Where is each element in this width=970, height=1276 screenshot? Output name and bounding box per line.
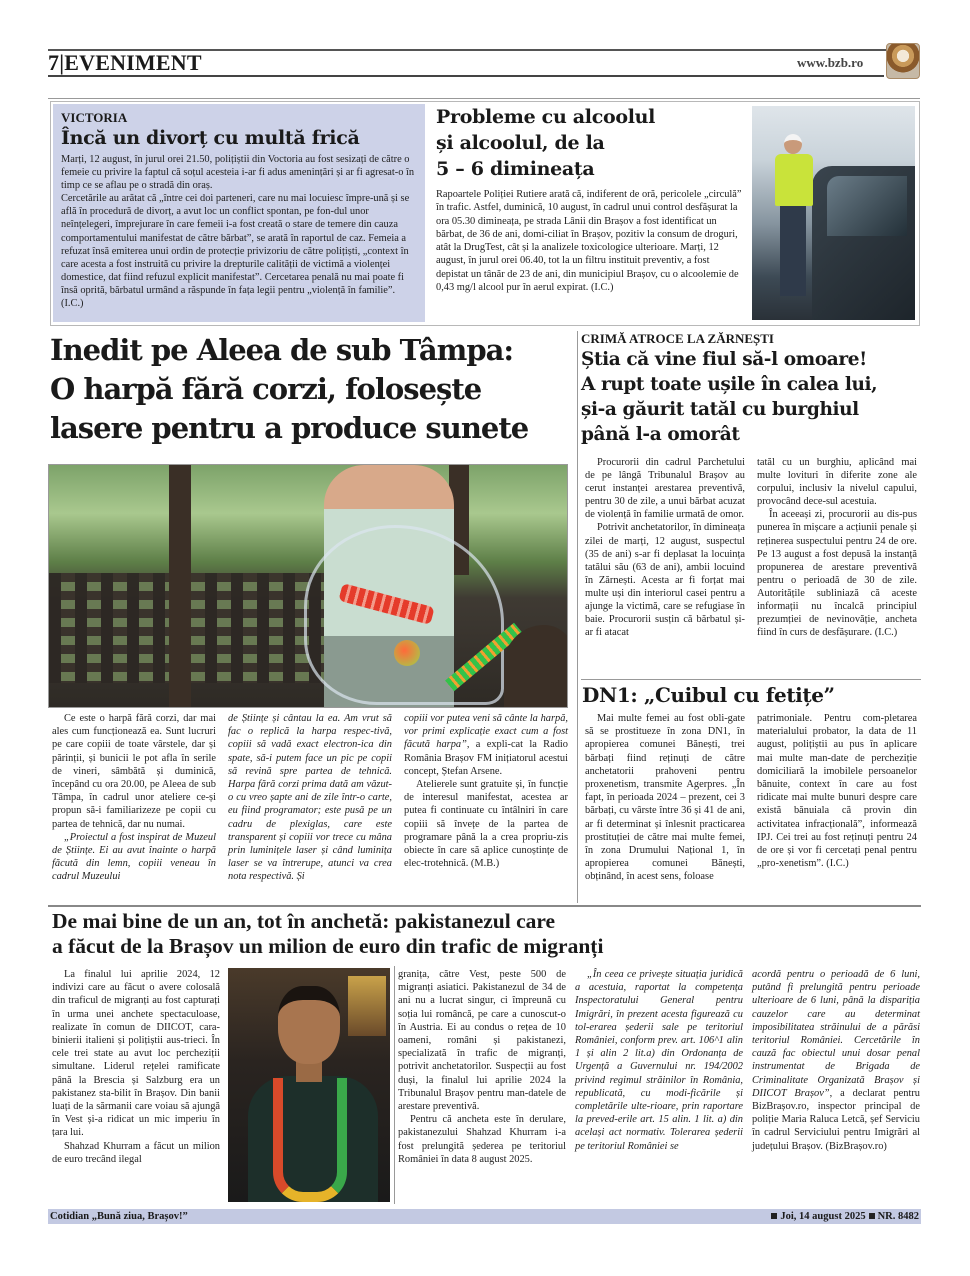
square-bullet-icon: [869, 1213, 875, 1219]
quote-text: de Științe și cântau la ea. Am vrut să fac o replică la harpa respec-tivă, copiii să vadă exact electron-ica din spate, să-i putem face un pic pe copii să revină spre partea de tehnică. Harpa fără corzi prima dată am văzut-o cu vreo șapte ani de zile într-o carte, eu fiind programator; este pusă pe un cadru de plexiglas, care este transparent și copiii vor trece cu mâna prin luminițele laser și când luminița laser se va întrerupe, atunci va crea nota respectivă. Și: [228, 713, 392, 883]
title-line: și-a găurit tatăl cu burghiul: [581, 399, 859, 420]
harp-article-columns: [52, 712, 572, 902]
column-divider: [577, 331, 578, 903]
title-line: Știa că vine fiul să-l omoare!: [581, 349, 867, 370]
article-paragraph: Mai multe femei au fost obli-gate să se prostitueze în zona DN1, în apropierea comunei Bănești, trei bărbați fiind reținuți de către anchetatorii prahoveni pentru proxenetism, transmite Agerpres. „În fapt, în perioada 2024 – prezent, cei 3 bărbați, cu vârste între 36 și 41 de ani, ar fi determinat și înlesnit practicarea prostituției de către mai multe femei, în zona Drumului Național 1, în apropierea comunei Bănești, obținând, în acest sens, foloase: [585, 713, 745, 883]
text-column: [575, 968, 743, 1153]
text-column: [757, 712, 917, 870]
article-crime: [581, 331, 919, 447]
article-title-migrant: [52, 909, 922, 959]
officer-legs: [780, 206, 806, 296]
text-column: [585, 712, 745, 884]
article-paragraph: Ce este o harpă fără corzi, dar mai ales cum funcționează ea. Sunt lucruri pe care copiii de toate vârstele, dar și părinții, și bunicii le pot afla în serile de vineri, sâmbătă și duminică, începând cu ora 20.00, pe Aleea de sub Tâmpa, în cadrul unor ateliere ce-și propun să-i familiarizeze pe copii cu partea de tehnică, dar nu numai.: [52, 713, 216, 830]
title-line: A rupt toate ușile în calea lui,: [581, 374, 878, 395]
article-paragraph: Atelierele sunt gratuite și, în funcție de interesul manifestat, acestea ar putea fi continuate cu întâlniri în care copiii să învețe de la partea de programare până la a crea propriu-zis obiecte în care să aplice cunoștințe de elec-trotehnică. (M.B.): [404, 779, 568, 870]
divider: [48, 98, 920, 99]
title-line: Probleme cu alcoolul: [436, 106, 656, 128]
face-shape: [278, 986, 340, 1064]
article-kicker: VICTORIA: [61, 110, 128, 125]
text-column: [404, 712, 568, 870]
text-column: [52, 712, 216, 884]
article-paragraph: La finalul lui aprilie 2024, 12 indivizi care au făcut o avere colosală din traficul de migranți au fost capturați în urma unei anchete spectaculoase, realizate în comun de DIICOT, cara-binierii italieni și polițiștii aus-trieci. În cele trei state au avut loc percheziții simultane. Liderul rețelei ramificate până la Brescia și Salzburg era un pakistanez sta-bilit în Brașov. Din banii luați de la sărmanii care voiau să ajungă în Vest și-a ridicat un mic imperiu în țara lui.: [52, 969, 220, 1139]
page-number: 7: [48, 50, 60, 75]
title-line: și alcoolul, de la: [436, 132, 605, 154]
article-body: [61, 153, 417, 310]
article-paragraph: tatăl cu un burghiu, aplicând mai multe lovituri în diferite zone ale corpului, inclusiv la nivelul capului, provocând dece-sul acestuia.: [757, 457, 917, 508]
text-column: [398, 968, 566, 1166]
article-victoria: [53, 104, 425, 322]
text-column: [52, 968, 220, 1166]
page-footer: [48, 1209, 921, 1224]
article-title-harp: [50, 331, 570, 448]
issue-info: [768, 1209, 919, 1224]
article-paragraph: Pentru că ancheta este în derulare, pakistanezului Shahzad Khurram i-a fost prelungită șederea pe teritoriul României în data 8 august 2025.: [398, 1114, 566, 1165]
article-kicker: CRIMĂ ATROCE LA ZĂRNEȘTI: [581, 331, 774, 346]
laser-harp-photo: [48, 464, 568, 708]
article-title-dn1: DN1: „Cuibul cu fetițe”: [582, 683, 835, 707]
article-paragraph: În aceeași zi, procurorii au dis-pus punerea în mișcare a acțiunii penale și reținerea suspectului pentru 24 de ore. Pe 13 august a fost depusă la instanță propunerea de arestare preventivă pentru o perioadă de 30 de zile. Autoritățile subliniază că aceste informații nu încalcă principiul prezumției de nevinovăție, ancheta fiind în curs de desfășurare. (I.C.): [757, 509, 917, 639]
article-paragraph: Shahzad Khurram a făcut un milion de euro trecând ilegal: [52, 1140, 220, 1165]
article-paragraph: [404, 712, 568, 778]
article-paragraph: Procurorii din cadrul Parchetului de pe lângă Tribunalul Brașov au cerut instanței arestarea preventivă, pentru 30 de zile, a unui bărbat acuzat de violență în familie urmată de omor.: [585, 457, 745, 521]
article-paragraph: Potrivit anchetatorilor, în dimineața zilei de marți, 12 august, suspectul (35 de ani) s-ar fi deplasat la locuința tatălui său (63 de ani), ambii locuind în Zărnești. Acesta ar fi forțat mai multe uși din interiorul casei pentru a ajunge la victimă, care se refugiase în baie. Procurorii susțin că bărbatul și-ar fi atacat: [585, 522, 745, 639]
page-section-header: [48, 50, 202, 76]
article-paragraph: [52, 831, 216, 884]
article-body: Rapoartele Poliției Rutiere arată că, indiferent de oră, pericolele „circulă” în trafic. Astfel, duminică, 10 august, în cadrul unui control desfășurat la ora 05.30 dimineața, pe strada Lânii din Brașov a fost identificat un bărbat, de 36 de ani, domi-ciliat în Brașov, pozitiv la consum de droguri, atât la DrugTest, cât și la analizele toxicologice ulterioare. Marți, 12 august, în jurul orei 06.40, tot la un filtru instituit preventiv, a fost depistat un tânăr de 23 de ani, din municipiul Brașov, cu o alcoolemie de 0,43 mg/l alcool pur în aerul expirat. (I.C.): [436, 189, 742, 294]
car-window-shape: [827, 176, 907, 236]
glowing-ball: [394, 640, 420, 666]
article-paragraph: [575, 968, 743, 1153]
article-paragraph: [228, 712, 392, 884]
quote-text: „Proiectul a fost inspirat de Muzeul de Științe. Ei au avut înainte o harpă făcută din lemn, copiii veneau în cadrul Muzeului: [52, 831, 216, 883]
paragraph-text: , a expli-cat la Radio România Brașov FM inițiatorul acestui concept, Ștefan Arsene.: [404, 739, 568, 777]
title-line: O harpă fără corzi, folosește: [50, 372, 482, 406]
title-line: lasere pentru a produce sunete: [50, 411, 529, 445]
section-divider: |: [59, 50, 65, 75]
divider: [581, 679, 921, 680]
article-paragraph: Cercetările au arătat că „între cei doi parteneri, care nu mai locuiesc împre-ună și se află în procedură de divorț, a avut loc un conflict spontan, pe fon-dul unor neînțelegeri, împrejurare în care femeii i-a fost creată o stare de temere din cauza comportamentului manifestat de către bărbat”, se arată în raportul de caz. Femeia a refuzat însă emiterea unui ordin de protecție privizoriu de către polițiști, „context în care acesta a fost instruită cu privire la drepturile calității de victimă a violenței domestice, dat fiind refuzul explicit manifestat”. Cercetarea penală nu mai poate fi însă oprită, bărbatul urmând a răspunde în fața legii pentru „violență în familie”. (I.C.): [61, 193, 410, 310]
publication-name: Cotidian „Bună ziua, Brașov!”: [50, 1211, 188, 1222]
text-column: [228, 712, 392, 884]
portrait-man-with-garland-photo: [228, 968, 390, 1202]
title-line: 5 – 6 dimineața: [436, 158, 595, 180]
article-paragraph: patrimoniale. Pentru com-pletarea materialului probator, la data de 11 august, polițiștii au pus în aplicare mai multe man-date de percheziție domiciliară la imobilele persoanelor bănuite, context în care au fost ridicate mai multe bunuri despre care există bănuiala că provin din activitatea infracțională”, informează IPJ. Cei trei au fost reținuți pentru 24 de ore și vor fi cercetați penal pentru „pro-xenetism”. (I.C.): [757, 713, 917, 870]
issue-date: Joi, 14 august 2025: [780, 1211, 866, 1222]
article-paragraph: [752, 968, 920, 1153]
issue-number: NR. 8482: [877, 1211, 919, 1222]
article-title: [581, 347, 919, 447]
post-shape: [169, 465, 191, 708]
paragraph-text: , a declarat pentru BizBrașov.ro, inspector principal de poliție Maria Raluca Letcă, șef Serviciu în cadrul Serviciului pentru Imigrări al județului Brașov. (BizBrașov.ro): [752, 1087, 920, 1152]
article-title: [436, 104, 744, 182]
text-column: [585, 456, 745, 639]
officer-head: [784, 134, 802, 154]
text-column: [757, 456, 917, 639]
header-bottom-rule: [48, 75, 884, 77]
officer-vest: [775, 154, 813, 206]
quote-text: acordă pentru o perioadă de 6 luni, putând fi prelungită pentru perioade ulterioare de 6 luni, până la dispariția cauzelor care au determinat imposibilitatea străinului de a părăsi teritoriul României. Cercetările în cauză fac obiectul unui dosar penal instrumentat de Brigada de Criminalitate Organizată Brașov și DIICOT Brașov”: [752, 969, 920, 1099]
quote-text: copiii vor putea veni să cânte la harpă, vor primi explicație exact cum a fost făcută harpa”: [404, 713, 568, 751]
dog-shape: [504, 625, 568, 708]
coat-of-arms-icon: [886, 43, 920, 79]
police-officer-checking-driver-photo: [752, 106, 915, 320]
column-divider: [394, 966, 395, 1204]
article-alcool: [436, 104, 744, 294]
article-paragraph: Marți, 12 august, în jurul orei 21.50, polițiștii din Voctoria au fost sesizați de către o femeie cu privire la faptul că soțul acesteia i-ar fi adus amenințări și ar fi agresat-o în timp ce se aflau pe o stradă din oraș.: [61, 154, 415, 192]
officer-figure: [772, 134, 814, 284]
background-frame: [348, 976, 386, 1036]
divider: [48, 905, 921, 907]
garland-shape: [273, 1078, 347, 1202]
article-paragraph: granița, către Vest, peste 500 de migranți asiatici. Pakistanezul de 34 de ani nu a lucrat singur, ci împreună cu soția lui româncă, pe care a cunoscut-o în Austria. Ei au condus o rețea de 10 oameni, români și pakistanezi, specializată în trafic de migranți, potrivit anchetatorilor. Suspecții au fost duși, la finalul lui aprilie 2024 la Tribunalul Brașov pentru man-datele de arestare preventivă.: [398, 969, 566, 1113]
title-line: până l-a omorât: [581, 424, 740, 445]
title-line: a făcut de la Brașov un milion de euro din trafic de migranți: [52, 934, 604, 958]
title-line: De mai bine de un an, tot în anchetă: pakistanezul care: [52, 909, 556, 933]
site-url[interactable]: www.bzb.ro: [797, 55, 864, 70]
article-title: Încă un divorț cu multă frică: [61, 127, 360, 149]
quote-text: „În ceea ce privește situația juridică a acestuia, raportat la competența Inspectoratului General pentru Imigrări, în prezent acesta figurează cu tol-erarea șederii sale pe teritoriul României, conform prev. art. 106^1 alin 1 și alin 2 lit.a) din Ordonanța de Urgență a Guvernului nr. 194/2002 privind regimul străinilor în România, republicată, cu modi-ficările și completările ulte-rioare, prin raportare la preved-erile art. 15 alin. 1 lit. a) din același act normativ. Tolerarea șederii pe teritoriul României se: [575, 969, 743, 1152]
square-bullet-icon: [771, 1213, 777, 1219]
text-column: [752, 968, 920, 1153]
section-title: EVENIMENT: [64, 50, 202, 75]
title-line: Inedit pe Aleea de sub Tâmpa:: [50, 333, 514, 367]
